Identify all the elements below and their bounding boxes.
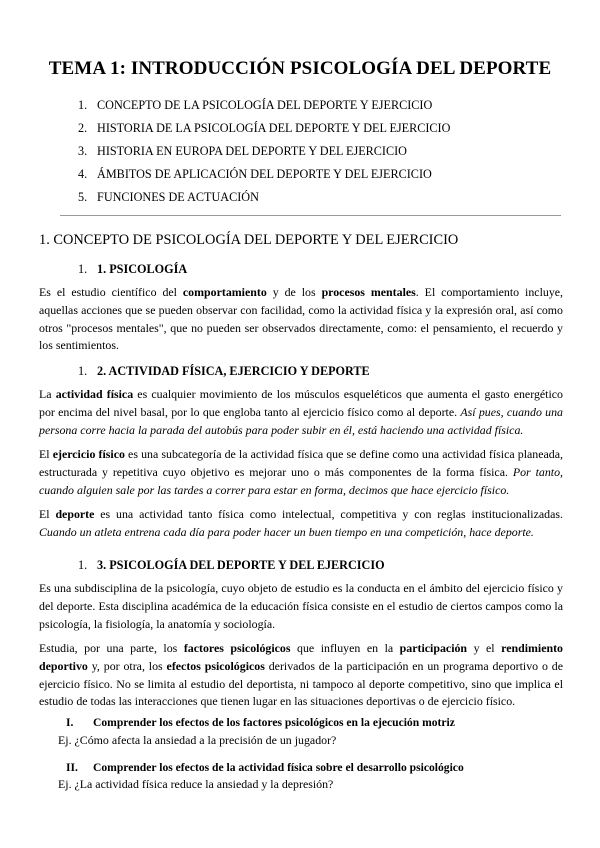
paragraph-psicologia — [39, 284, 563, 355]
text: derivados de la participación en un programa deportivo o de ejercicio físico. No se limita al estudio del deportista, ni tampoco al deporte competitivo, sino que implica el estudio de todas las interacciones que tienen lugar en las situaciones deportivas o de ejercicio físico. — [39, 658, 563, 709]
toc-label: HISTORIA DE LA PSICOLOGÍA DEL DEPORTE Y DEL EJERCICIO — [97, 121, 451, 135]
bold-term: ejercicio físico — [52, 447, 125, 461]
objective-example: Ej. ¿Cómo afecta la ansiedad a la precisión de un jugador? — [58, 733, 337, 747]
subsection-number: 1. — [78, 262, 88, 276]
paragraph-actividad-fisica — [39, 386, 563, 439]
bold-term: comportamiento — [182, 285, 267, 299]
text: El — [39, 447, 53, 461]
text: es una actividad tanto física como intelectual, competitiva y con reglas institucionalizadas. — [94, 507, 563, 521]
roman-numeral: II. — [66, 761, 78, 774]
text: Estudia, por una parte, los — [39, 641, 184, 655]
toc-number: 2. — [78, 121, 88, 135]
objective-example: Ej. ¿La actividad física reduce la ansiedad y la depresión? — [58, 777, 334, 791]
document-title: TEMA 1: INTRODUCCIÓN PSICOLOGÍA DEL DEPORTE — [48, 58, 552, 79]
toc-number: 5. — [78, 190, 88, 204]
divider — [60, 215, 561, 216]
roman-numeral: I. — [66, 716, 74, 729]
toc-number: 1. — [78, 98, 88, 112]
bold-term: procesos mentales — [321, 285, 416, 299]
text: y, por otra, los — [87, 658, 167, 673]
subsection-title: 1. PSICOLOGÍA — [97, 262, 188, 276]
italic-example: Por tanto, cuando alguien sale por las tardes a correr para estar en forma, decimos que hace ejercicio físico. — [39, 464, 563, 497]
paragraph-subdisciplina: Es una subdisciplina de la psicología, cuyo objeto de estudio es la conducta en el ámbito del ejercicio físico y del deporte. Esta disciplina académica de la educación física consiste en el estudio de ciertos campos como la psicología, la fisiología, la anatomía y sociología. — [39, 581, 563, 631]
text: es cualquier movimiento de los músculos esqueléticos que aumenta el gasto energético por encima del nivel basal, por lo que engloba tanto al ejercicio físico como al deporte. — [39, 387, 564, 419]
table-of-contents — [78, 96, 450, 211]
objective-heading — [66, 716, 455, 729]
paragraph-estudia — [39, 640, 563, 711]
objective-label: Comprender los efectos de la actividad física sobre el desarrollo psicológico — [93, 761, 464, 774]
bold-term: actividad física — [55, 387, 134, 401]
subsection-heading-actividad — [78, 364, 370, 379]
toc-item — [78, 119, 450, 142]
text: es una subcategoría de la actividad física que se define como una actividad física planeada, estructurada y repetitiva cuyo objetivo es mejorar uno o más componentes de la forma física. — [39, 447, 564, 479]
toc-label: ÁMBITOS DE APLICACIÓN DEL DEPORTE Y DEL EJERCICIO — [97, 167, 432, 181]
toc-item — [78, 142, 450, 165]
subsection-title: 3. PSICOLOGÍA DEL DEPORTE Y DEL EJERCICIO — [97, 558, 385, 572]
bold-term: deporte — [55, 507, 95, 521]
toc-number: 4. — [78, 167, 88, 181]
subsection-number: 1. — [78, 364, 88, 378]
bold-term: participación — [399, 641, 468, 655]
toc-label: FUNCIONES DE ACTUACIÓN — [97, 190, 259, 204]
toc-item — [78, 96, 450, 119]
italic-example: Cuando un atleta entrena cada día para poder hacer un buen tiempo en una competición, hace deporte. — [39, 524, 534, 539]
text: y el — [467, 641, 502, 655]
text: y de los — [266, 285, 322, 299]
text: . El comportamiento incluye, aquellas acciones que se pueden observar con facilidad, como la actividad física y la expresión oral, así como otros "procesos mentales", que no pueden ser observados directamente, como: el pensamiento, el recuerdo y los sentimientos. — [39, 285, 564, 353]
text: El — [39, 507, 56, 521]
text: La — [39, 387, 56, 401]
subsection-heading-psicologia-deporte — [78, 558, 385, 573]
paragraph-ejercicio-fisico — [39, 446, 563, 499]
bold-term: factores psicológicos — [183, 641, 291, 655]
toc-item — [78, 165, 450, 188]
toc-label: CONCEPTO DE LA PSICOLOGÍA DEL DEPORTE Y EJERCICIO — [97, 98, 433, 112]
objective-heading — [66, 761, 464, 774]
subsection-number: 1. — [78, 558, 88, 572]
toc-label: HISTORIA EN EUROPA DEL DEPORTE Y DEL EJERCICIO — [97, 144, 407, 158]
paragraph-deporte — [39, 506, 563, 542]
section-heading: 1. CONCEPTO DE PSICOLOGÍA DEL DEPORTE Y DEL EJERCICIO — [39, 232, 459, 248]
italic-example: Así pues, cuando una persona corre hacia la parada del autobús para poder subir en él, está haciendo una actividad física. — [39, 404, 563, 437]
bold-term: rendimiento deportivo — [39, 641, 563, 673]
subsection-title: 2. ACTIVIDAD FÍSICA, EJERCICIO Y DEPORTE — [97, 364, 370, 378]
objective-label: Comprender los efectos de los factores psicológicos en la ejecución motriz — [93, 716, 455, 729]
bold-term: efectos psicológicos — [166, 658, 265, 673]
toc-item — [78, 188, 450, 211]
subsection-heading-psicologia — [78, 262, 187, 277]
text: Es el estudio científico del — [39, 285, 183, 299]
text: que influyen en la — [290, 641, 400, 655]
toc-number: 3. — [78, 144, 88, 158]
